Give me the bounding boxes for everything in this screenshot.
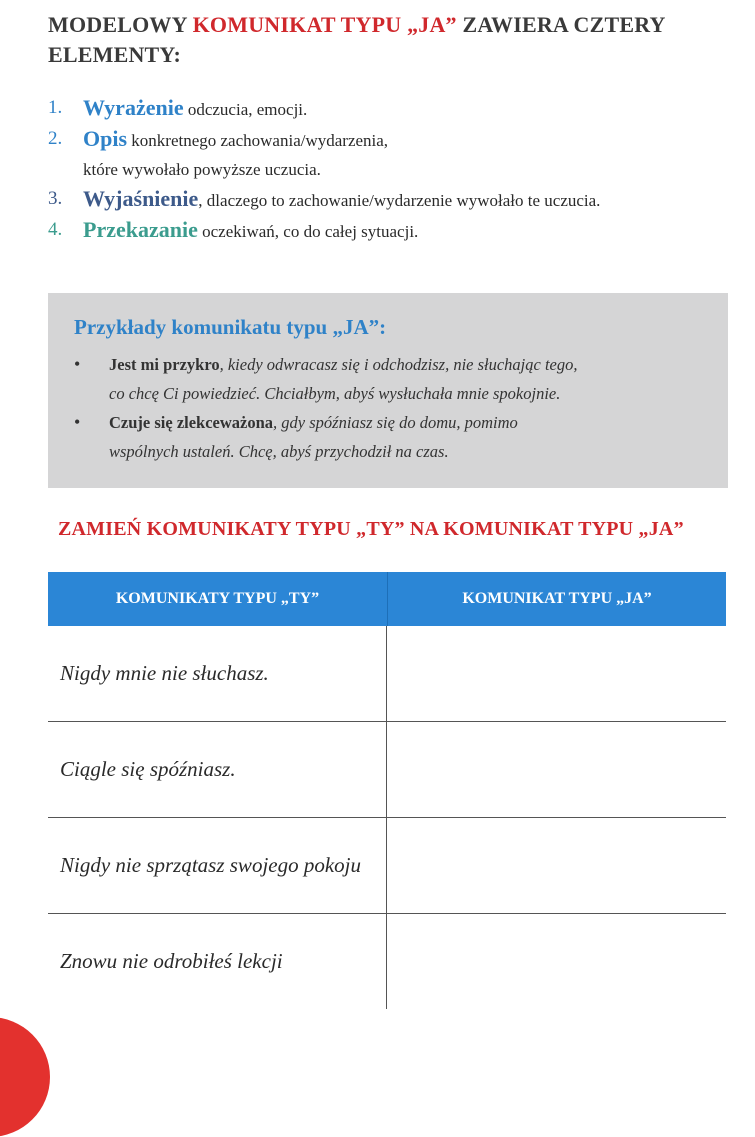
ja-answer-cell[interactable] — [387, 818, 725, 913]
element-keyword: Wyrażenie — [83, 95, 184, 120]
table-row — [48, 626, 726, 722]
header-ja: KOMUNIKAT TYPU „JA” — [462, 590, 652, 607]
element-continuation: które wywołało powyższe uczucia. — [83, 160, 321, 179]
bullet-icon: • — [74, 412, 81, 432]
example-line1: , kiedy odwracasz się i odchodzisz, nie słuchając tego, — [219, 355, 578, 374]
example-line1: , gdy spóźniasz się do domu, pomimo — [273, 413, 518, 432]
ty-cell: Nigdy nie sprzątasz swojego pokoju — [48, 818, 387, 913]
element-number: 1. — [48, 97, 63, 118]
element-number: 2. — [48, 128, 63, 149]
examples-list — [74, 350, 714, 466]
example-strong: Czuje się zlekceważona — [109, 413, 274, 432]
example-item — [74, 408, 714, 466]
element-number: 3. — [48, 188, 63, 209]
element-item — [48, 124, 738, 184]
element-item — [48, 215, 738, 246]
element-keyword: Opis — [83, 126, 128, 151]
element-keyword: Przekazanie — [83, 217, 198, 242]
element-text: konkretnego zachowania/wydarzenia, — [127, 131, 389, 150]
ja-answer-cell[interactable] — [387, 626, 725, 721]
element-text: oczekiwań, co do całej sytuacji. — [197, 222, 419, 241]
ty-cell: Znowu nie odrobiłeś lekcji — [48, 914, 387, 1009]
ja-answer-cell[interactable] — [387, 722, 725, 817]
table-header — [48, 572, 726, 626]
exercise-table — [48, 572, 726, 1009]
element-keyword: Wyjaśnienie — [83, 186, 199, 211]
element-item — [48, 184, 738, 215]
heading-prefix: MODELOWY — [48, 12, 193, 37]
table-row — [48, 722, 726, 818]
element-item — [48, 93, 738, 124]
examples-box — [48, 293, 728, 488]
examples-title: Przykłady komunikatu typu „JA”: — [74, 315, 387, 339]
table-row — [48, 914, 726, 1009]
heading-highlight: KOMUNIKAT TYPU „JA” — [192, 12, 457, 37]
heading-suffix: ZAWIERA CZTERY ELEMENTY: — [48, 12, 665, 67]
corner-decoration — [0, 1017, 50, 1137]
ty-cell: Ciągle się spóźniasz. — [48, 722, 387, 817]
element-number: 4. — [48, 219, 63, 240]
example-strong: Jest mi przykro — [109, 355, 220, 374]
element-text: odczucia, emocji. — [183, 100, 308, 119]
element-text: , dlaczego to zachowanie/wydarzenie wywołało te uczucia. — [198, 191, 601, 210]
ja-answer-cell[interactable] — [387, 914, 725, 1009]
page-heading — [48, 10, 728, 70]
ty-cell: Nigdy mnie nie słuchasz. — [48, 626, 387, 721]
example-line2: co chcę Ci powiedzieć. Chciałbym, abyś wysłuchała mnie spokojnie. — [109, 384, 561, 403]
example-item — [74, 350, 714, 408]
header-ty: KOMUNIKATY TYPU „TY” — [48, 572, 388, 626]
table-row — [48, 818, 726, 914]
task-title: ZAMIEŃ KOMUNIKATY TYPU „TY” NA KOMUNIKAT TYPU „JA” — [58, 518, 684, 540]
bullet-icon: • — [74, 354, 81, 374]
elements-list — [48, 93, 738, 246]
example-line2: wspólnych ustaleń. Chcę, abyś przychodził na czas. — [109, 442, 449, 461]
